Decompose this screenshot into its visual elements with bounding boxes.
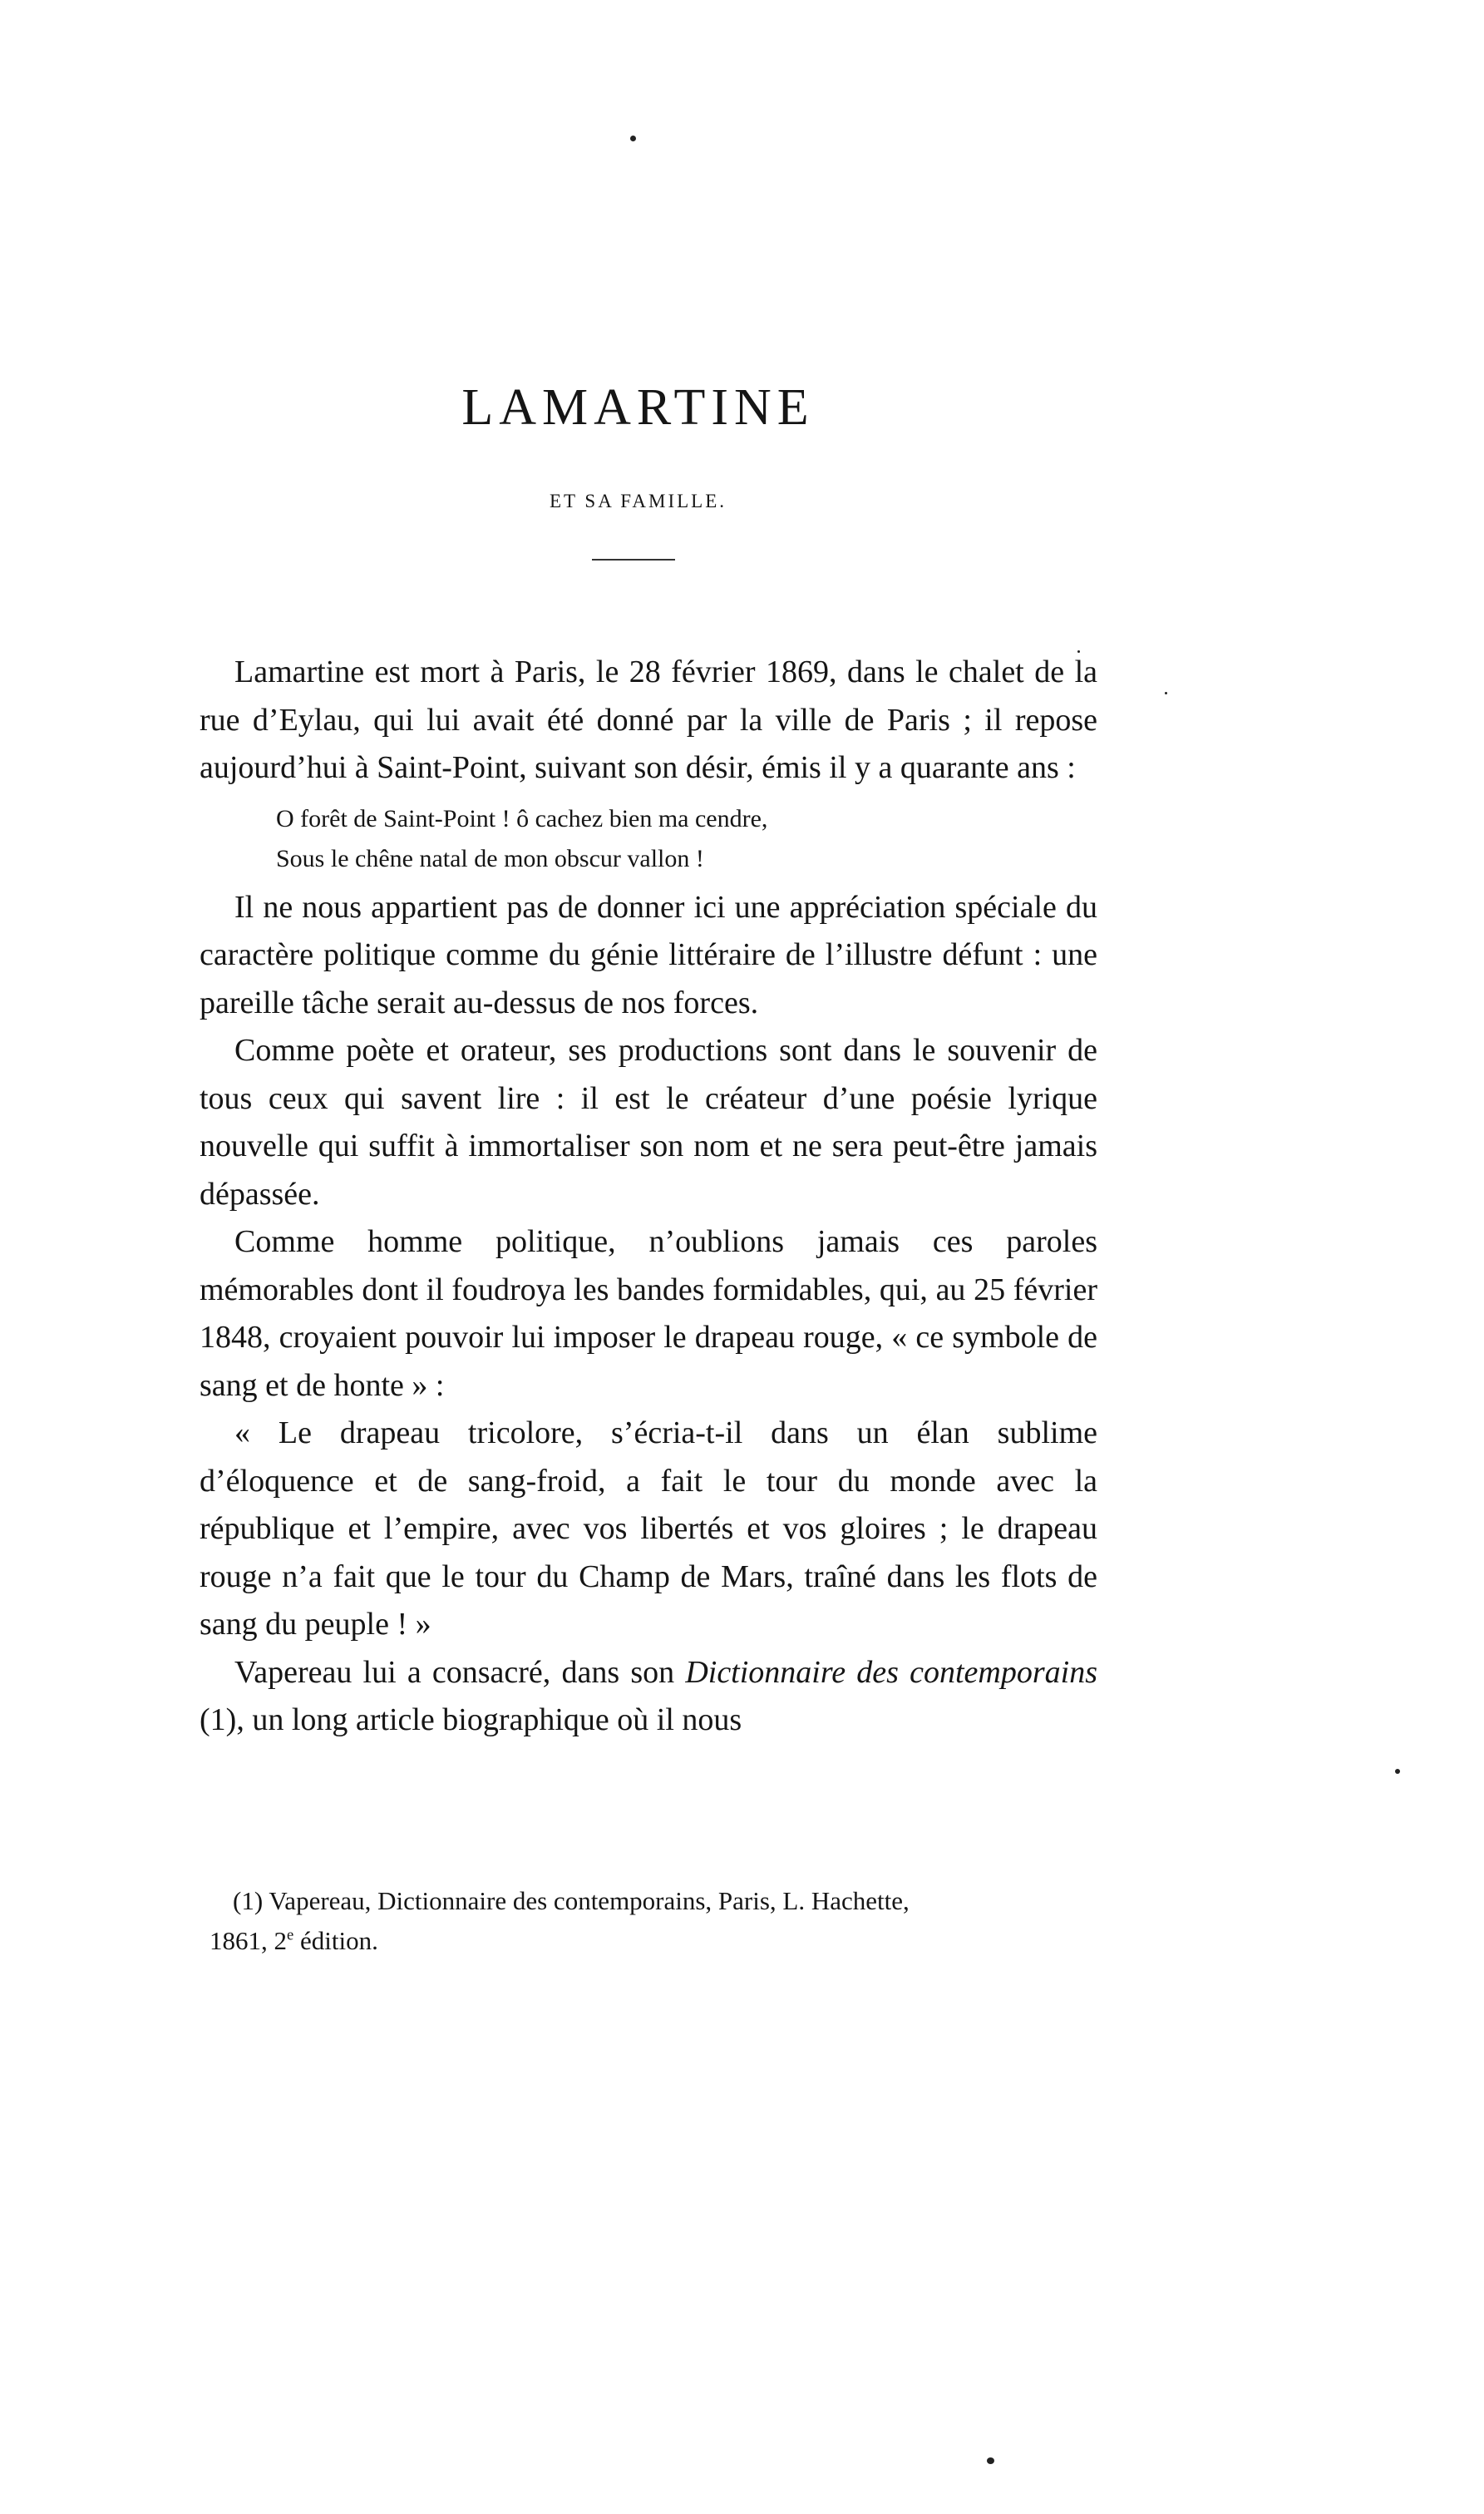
scan-speck	[1165, 692, 1167, 694]
footnote-text-2: 1861, 2	[210, 1926, 287, 1955]
verse-quote	[276, 799, 1097, 879]
page-subtitle-text: ET SA FAMILLE.	[549, 491, 727, 511]
paragraph-6-start: Vapereau lui a consacré, dans son	[234, 1654, 686, 1690]
main-text	[200, 649, 1097, 1745]
paragraph-6	[200, 1649, 1097, 1745]
paragraph-2: Il ne nous appartient pas de donner ici une appréciation spéciale du caractère politique comme du génie littéraire de l’illustre défunt : une pareille tâche serait au-dessus de nos forces.	[200, 889, 1097, 1020]
footnote-reference[interactable]: (1)	[200, 1702, 237, 1737]
verse-line-2: Sous le chêne natal de mon obscur vallon !	[276, 844, 704, 872]
footnote-line-1	[233, 1881, 1101, 1921]
scan-speck	[630, 136, 636, 141]
page-title-text: LAMARTINE	[461, 379, 815, 436]
footnote-superscript: e	[287, 1926, 294, 1944]
footnote-text-1: Vapereau, Dictionnaire des contemporains, Paris, L. Hachette,	[269, 1886, 910, 1915]
paragraph-5: « Le drapeau tricolore, s’écria-t-il dans un élan sublime d’éloquence et de sang-froid, a fait le tour du monde avec la république et l’empire, avec vos libertés et vos gloires ; le drapeau rouge n’a fait que le tour du Champ de Mars, traîné dans les flots de sang du peuple ! »	[200, 1415, 1097, 1642]
paragraph-3: Comme poète et orateur, ses productions sont dans le souvenir de tous ceux qui savent lire : il est le créateur d’une poésie lyrique nouvelle qui suffit à immortaliser son nom et ne sera peut-être jamais dépassée.	[200, 1033, 1097, 1212]
page-title	[0, 378, 1484, 437]
footnote-marker: (1)	[233, 1886, 264, 1915]
paragraph-6-end: , un long article biographique où il nous	[236, 1702, 742, 1737]
verse-line-1: O forêt de Saint-Point ! ô cachez bien ma cendre,	[276, 804, 768, 832]
dictionary-title: Dictionnaire des contemporains	[685, 1654, 1097, 1690]
scan-speck	[987, 2457, 994, 2464]
paragraph-1: Lamartine est mort à Paris, le 28 février 1869, dans le chalet de la rue d’Eylau, qui lui avait été donné par la ville de Paris ; il repose aujourd’hui à Saint-Point, suivant son désir, émis il y a quarante ans :	[200, 654, 1097, 785]
title-divider	[592, 559, 675, 561]
scan-speck	[1395, 1769, 1400, 1774]
page-subtitle	[0, 491, 1484, 512]
footnote-line-2	[210, 1921, 1101, 1961]
footnote	[210, 1881, 1101, 1961]
paragraph-4: Comme homme politique, n’oublions jamais ces paroles mémorables dont il foudroya les bandes formidables, qui, au 25 février 1848, croyaient pouvoir lui imposer le drapeau rouge, « ce symbole de sang et de honte » :	[200, 1224, 1097, 1403]
scan-speck	[1077, 650, 1080, 653]
footnote-text-3: édition.	[293, 1926, 378, 1955]
